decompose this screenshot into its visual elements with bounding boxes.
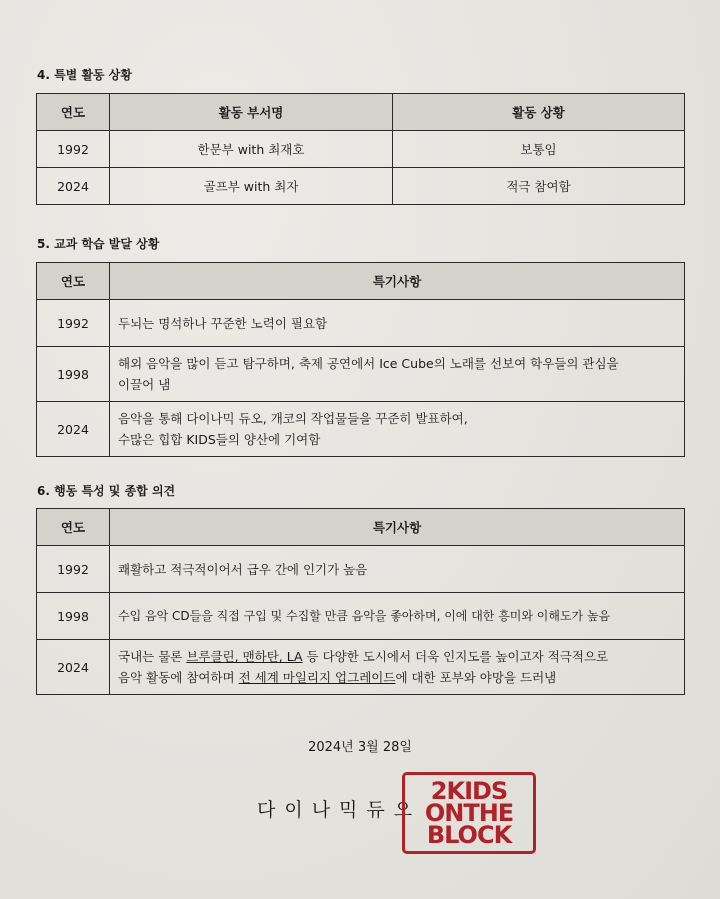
header-status: 활동 상황 bbox=[393, 94, 685, 131]
stamp-line: BLOCK bbox=[426, 821, 512, 849]
section-5-title: 5. 교과 학습 발달 상황 bbox=[37, 237, 160, 251]
cell-year: 2024 bbox=[37, 168, 110, 205]
behavior-opinion-table bbox=[36, 508, 685, 695]
cell-club: 한문부 with 최재호 bbox=[110, 131, 393, 168]
remark-line: 이끌어 냄 bbox=[118, 377, 171, 392]
underlined-cities: 브루클린, 맨하탄, LA bbox=[186, 649, 303, 664]
table-header-row bbox=[37, 263, 685, 300]
cell-year: 1998 bbox=[37, 347, 110, 402]
cell-remarks: 쾌활하고 적극적이어서 급우 간에 인기가 높음 bbox=[110, 546, 685, 593]
remark-text: 등 다양한 도시에서 더욱 인지도를 높이고자 적극적으로 bbox=[302, 649, 609, 664]
table-row bbox=[37, 168, 685, 205]
cell-remarks bbox=[110, 300, 685, 347]
underlined-mileage: 전 세계 마일리지 업그레이드 bbox=[238, 670, 396, 685]
cell-remarks: 수입 음악 CD들을 직접 구입 및 수집할 만큼 음악을 좋아하며, 이에 대한 흥미와 이해도가 높음 bbox=[110, 593, 685, 640]
cell-status: 적극 참여함 bbox=[393, 168, 685, 205]
stamp-line: 2KIDS bbox=[430, 777, 508, 805]
cell-club: 골프부 with 최자 bbox=[110, 168, 393, 205]
remark-line: 수많은 힙합 KIDS들의 양산에 기여함 bbox=[118, 432, 321, 447]
remark-text: 에 대한 포부와 야망을 드러냄 bbox=[395, 670, 557, 685]
header-year: 연도 bbox=[37, 94, 110, 131]
cell-status: 보통임 bbox=[393, 131, 685, 168]
remark-line: 두뇌는 명석하나 꾸준한 노력이 필요함 bbox=[118, 315, 328, 331]
table-row bbox=[37, 546, 685, 593]
cell-year: 1992 bbox=[37, 546, 110, 593]
header-remarks: 특기사항 bbox=[110, 509, 685, 546]
section-4-title: 4. 특별 활동 상황 bbox=[37, 68, 132, 82]
section-6-title: 6. 행동 특성 및 종합 의견 bbox=[37, 484, 176, 498]
table-row bbox=[37, 347, 685, 402]
cell-remarks bbox=[110, 402, 685, 457]
table-row bbox=[37, 402, 685, 457]
document-date: 2024년 3월 28일 bbox=[308, 740, 412, 755]
cell-year: 2024 bbox=[37, 402, 110, 457]
signature-name: 다이나믹듀오 bbox=[257, 799, 422, 821]
table-row bbox=[37, 131, 685, 168]
table-row bbox=[37, 640, 685, 695]
cell-year: 1992 bbox=[37, 300, 110, 347]
table-row bbox=[37, 300, 685, 347]
table-header-row bbox=[37, 94, 685, 131]
academic-development-table bbox=[36, 262, 685, 457]
cell-year: 2024 bbox=[37, 640, 110, 695]
header-year: 연도 bbox=[37, 263, 110, 300]
cell-remarks bbox=[110, 347, 685, 402]
remark-text: 음악 활동에 참여하며 bbox=[118, 670, 239, 685]
remark-line: 해외 음악을 많이 듣고 탐구하며, 축제 공연에서 Ice Cube의 노래를 선보여 학우들의 관심을 bbox=[118, 356, 619, 371]
table-row bbox=[37, 593, 685, 640]
header-year: 연도 bbox=[37, 509, 110, 546]
cell-remarks bbox=[110, 640, 685, 695]
header-remarks: 특기사항 bbox=[110, 263, 685, 300]
cell-year: 1992 bbox=[37, 131, 110, 168]
stamp-line: ONTHE bbox=[424, 799, 514, 827]
remark-text: 국내는 물론 bbox=[118, 649, 187, 664]
remark-line: 음악을 통해 다이나믹 듀오, 개코의 작업물들을 꾸준히 발표하여, bbox=[118, 411, 468, 426]
table-header-row bbox=[37, 509, 685, 546]
cell-year: 1998 bbox=[37, 593, 110, 640]
special-activity-table bbox=[36, 93, 685, 205]
header-club: 활동 부서명 bbox=[110, 94, 393, 131]
album-logo-stamp bbox=[402, 772, 536, 854]
